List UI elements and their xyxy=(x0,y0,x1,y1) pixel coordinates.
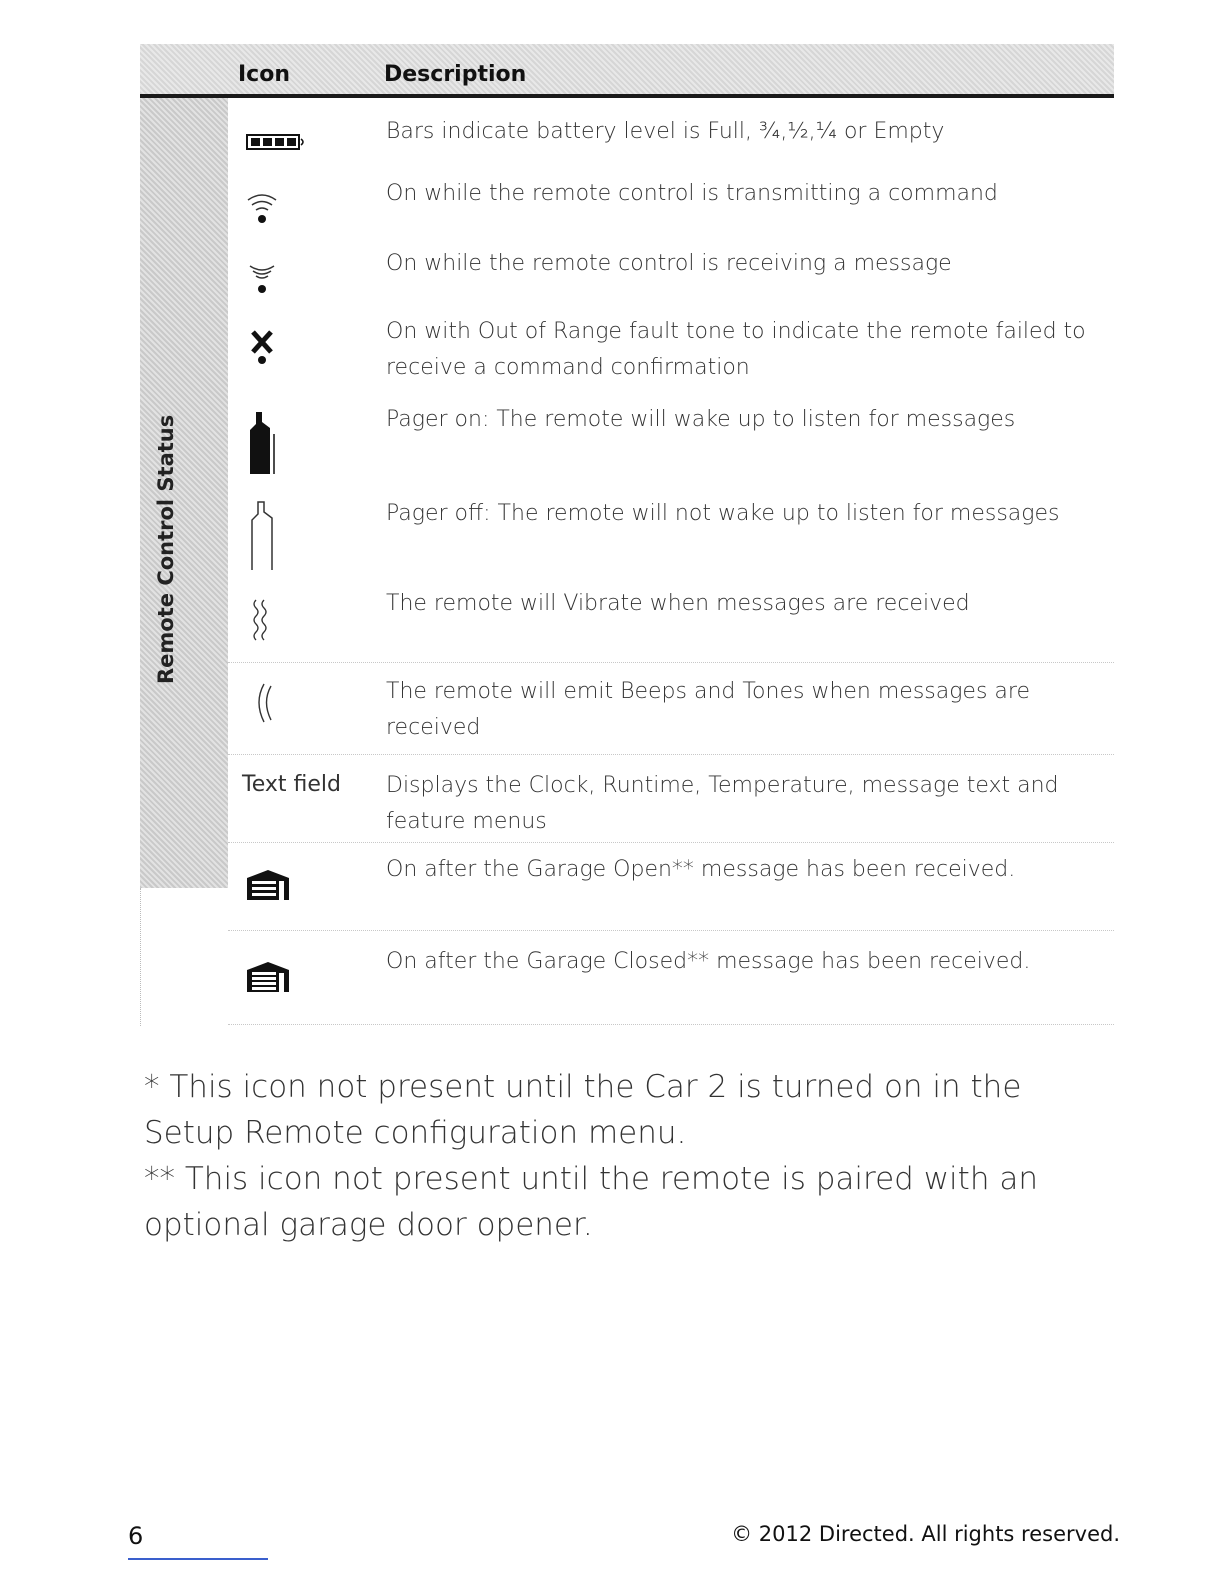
row-description: Bars indicate battery level is Full, ¾,½,¼ or Empty xyxy=(386,119,945,144)
table-header xyxy=(140,44,1114,98)
table-row xyxy=(228,942,1114,1022)
page-number-underline xyxy=(128,1558,268,1560)
table-row xyxy=(228,768,1114,858)
pager-on-icon xyxy=(228,408,378,478)
row-description: On after the Garage Closed** message has been received. xyxy=(386,949,1031,974)
receive-icon xyxy=(228,256,378,300)
row-description: Pager off: The remote will not wake up to listen for messages xyxy=(386,501,1060,526)
out-of-range-icon xyxy=(228,326,378,370)
table-row xyxy=(228,314,1114,394)
garage-open-icon xyxy=(228,868,378,902)
side-label: Remote Control Status xyxy=(154,414,178,684)
row-divider xyxy=(228,1024,1114,1025)
footnote-single-star: * This icon not present until the Car 2 is turned on in the Setup Remote configuration menu. xyxy=(144,1069,1022,1151)
table-row xyxy=(228,492,1114,582)
page-number: 6 xyxy=(128,1522,144,1550)
row-description: On while the remote control is receiving a message xyxy=(386,251,952,276)
table-row xyxy=(228,674,1114,754)
header-description: Description xyxy=(384,62,527,87)
battery-icon xyxy=(228,132,378,152)
header-icon: Icon xyxy=(238,62,291,87)
side-band xyxy=(140,98,228,888)
row-divider xyxy=(228,754,1114,755)
table-row xyxy=(228,174,1114,238)
copyright: © 2012 Directed. All rights reserved. xyxy=(731,1522,1120,1546)
row-description: Pager on: The remote will wake up to listen for messages xyxy=(386,407,1016,432)
icon-table xyxy=(140,44,1114,1026)
row-description: Displays the Clock, Runtime, Temperature, message text and feature menus xyxy=(386,773,1059,834)
table-row xyxy=(228,112,1114,168)
row-divider xyxy=(228,930,1114,931)
text-field-label: Text field xyxy=(242,772,341,797)
beep-icon xyxy=(228,678,378,728)
row-description: On while the remote control is transmitting a command xyxy=(386,181,998,206)
row-description: On with Out of Range fault tone to indicate the remote failed to receive a command confirmation xyxy=(386,319,1086,380)
pager-off-icon xyxy=(228,498,378,572)
vibrate-icon xyxy=(228,594,378,644)
row-divider xyxy=(228,662,1114,663)
row-description: On after the Garage Open** message has been received. xyxy=(386,857,1016,882)
table-row xyxy=(228,850,1114,930)
table-row xyxy=(228,246,1114,316)
side-band-lower xyxy=(140,888,229,1026)
garage-closed-icon xyxy=(228,960,378,994)
table-row xyxy=(228,584,1114,664)
footnote-double-star: ** This icon not present until the remote is paired with an optional garage door opener. xyxy=(144,1161,1038,1243)
table-row xyxy=(228,400,1114,490)
row-description: The remote will emit Beeps and Tones when messages are received xyxy=(386,679,1030,740)
transmit-icon xyxy=(228,188,378,228)
row-description: The remote will Vibrate when messages are received xyxy=(386,591,970,616)
row-divider xyxy=(228,842,1114,843)
